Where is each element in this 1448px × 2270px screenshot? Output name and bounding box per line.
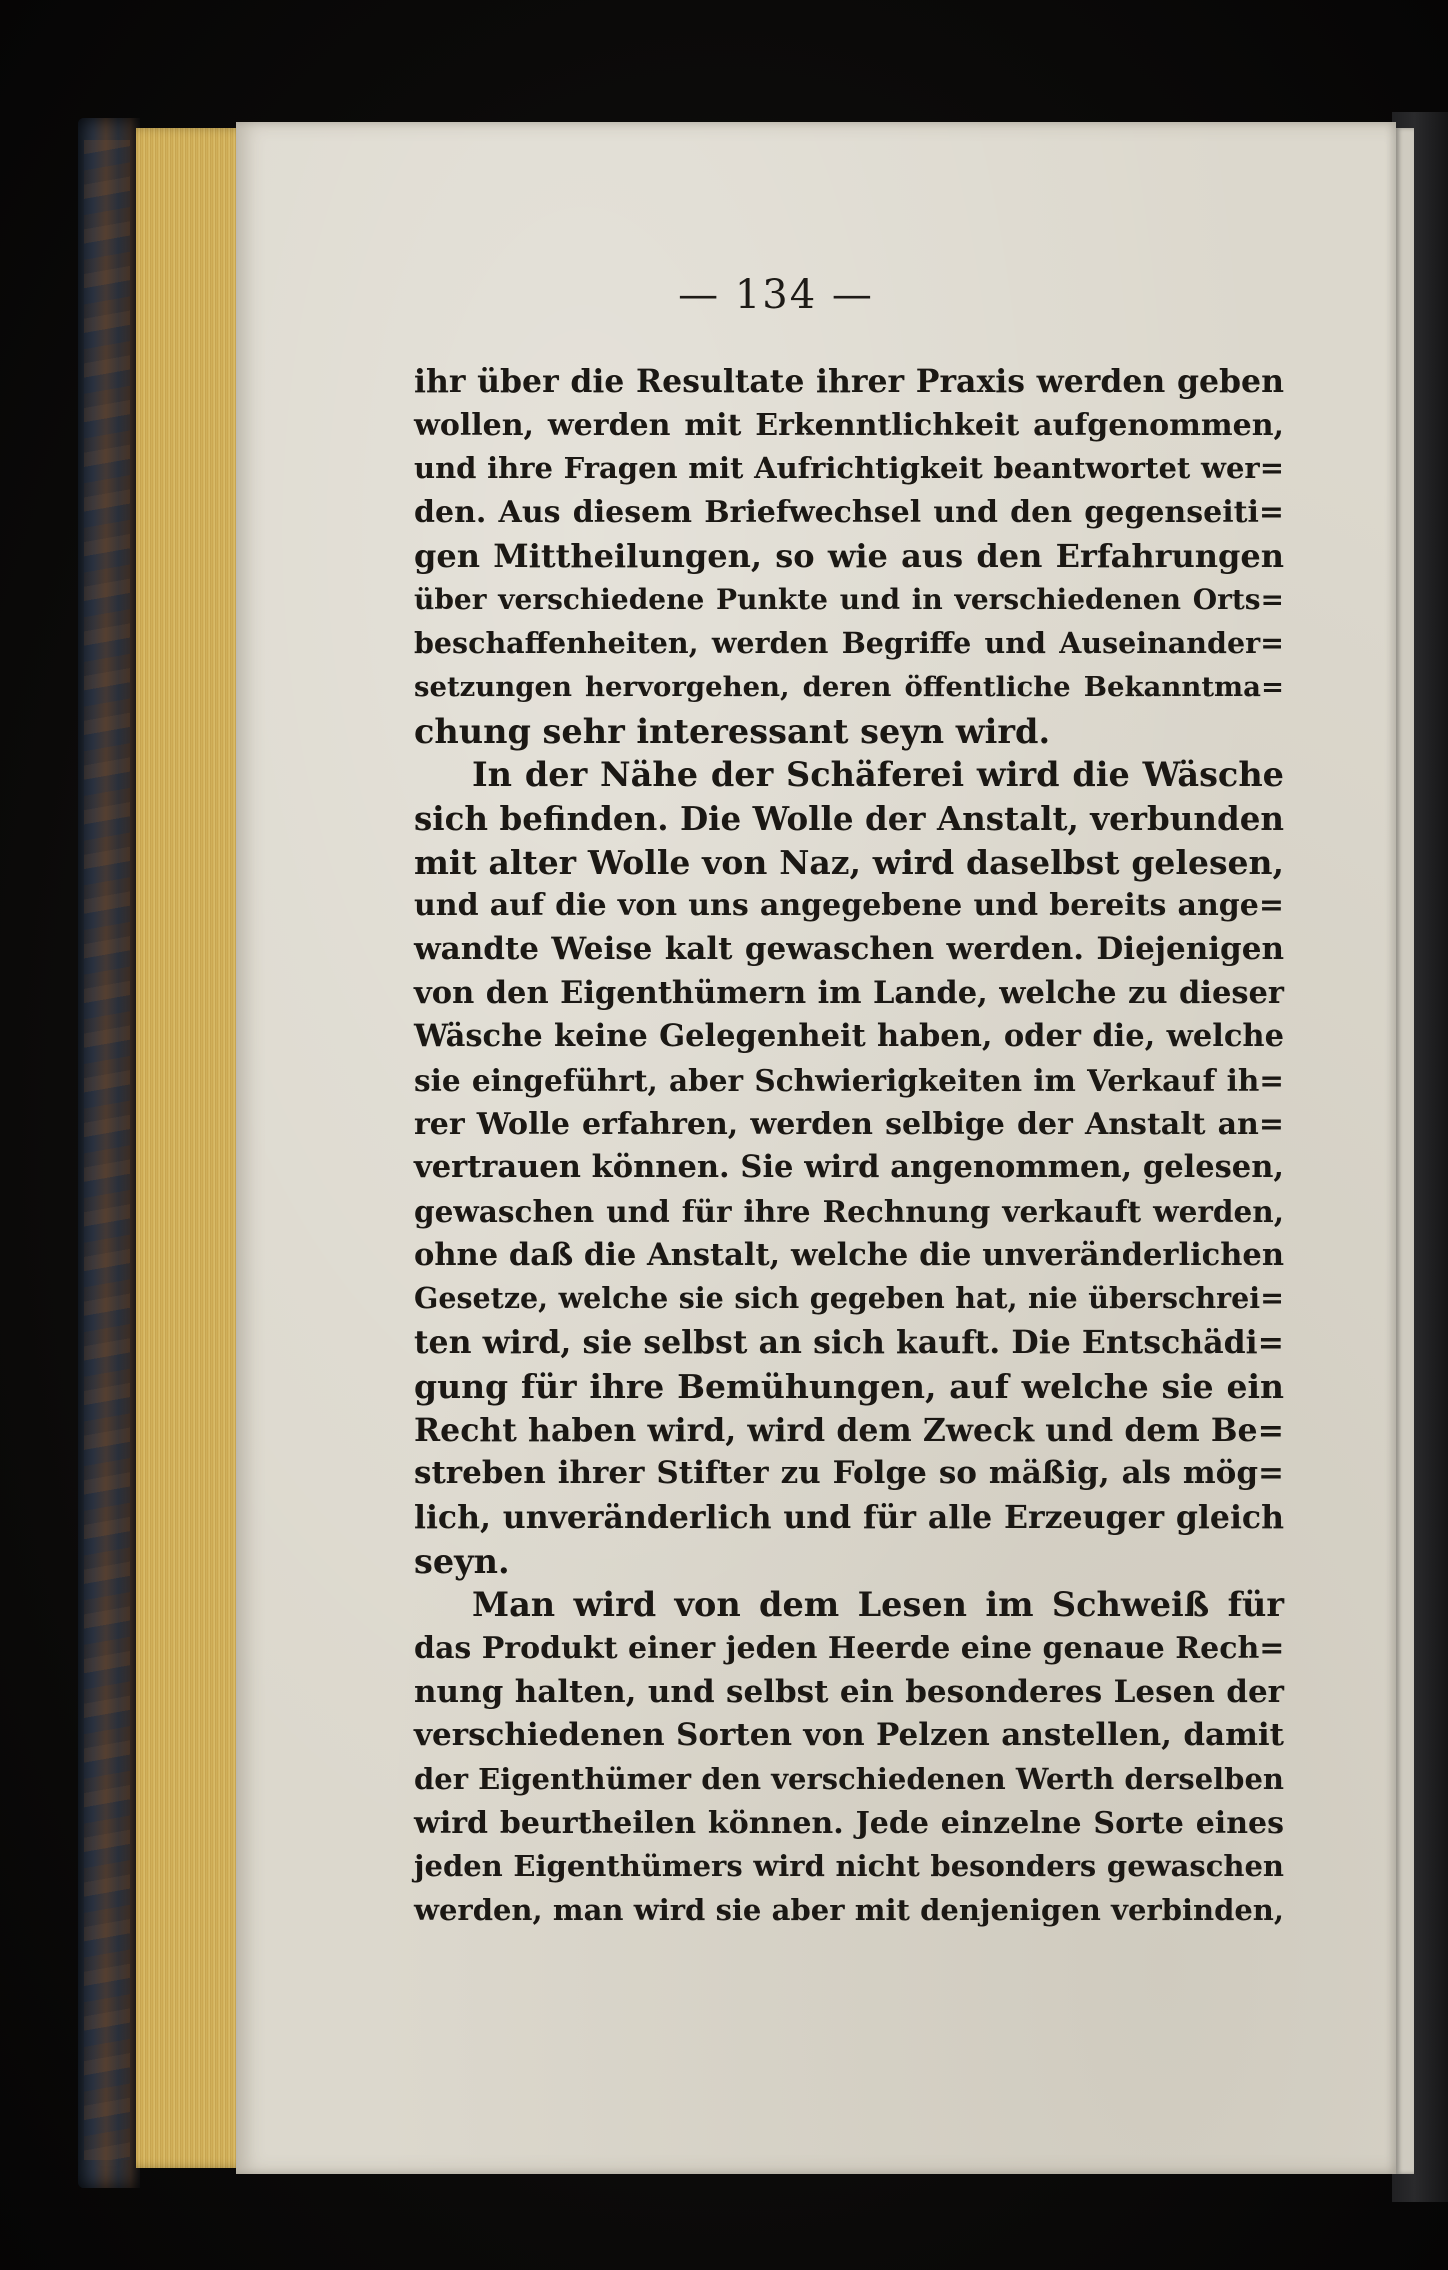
text-line: rer Wolle erfahren, werden selbige der Anstalt an= <box>414 1106 1284 1142</box>
text-line: In der Nähe der Schäferei wird die Wäsche <box>472 755 1284 795</box>
text-line: lich, unveränderlich und für alle Erzeuger gleich <box>414 1498 1284 1536</box>
text-line: Man wird von dem Lesen im Schweiß für <box>472 1585 1284 1625</box>
text-line: und auf die von uns angegebene und bereits ange= <box>414 888 1284 924</box>
text-line: und ihre Fragen mit Aufrichtigkeit beantwortet wer= <box>414 451 1284 486</box>
text-line: den. Aus diesem Briefwechsel und den gegenseiti= <box>414 495 1284 531</box>
next-page-edge <box>1396 128 1414 2174</box>
text-line: der Eigenthümer den verschiedenen Werth derselben <box>414 1762 1284 1796</box>
text-line: verschiedenen Sorten von Pelzen anstellen, damit <box>414 1717 1284 1754</box>
text-line: Recht haben wird, wird dem Zweck und dem Be= <box>414 1411 1284 1449</box>
text-line: gung für ihre Bemühungen, auf welche sie ein <box>414 1366 1284 1406</box>
page-body-text <box>414 360 1284 1933</box>
text-line: chung sehr interessant seyn wird. <box>414 711 1051 751</box>
text-line: nung halten, und selbst ein besonderes Lesen der <box>414 1673 1284 1710</box>
text-line: seyn. <box>414 1541 510 1581</box>
text-line: ohne daß die Anstalt, welche die unveränderlichen <box>414 1236 1284 1273</box>
text-line: wird beurtheilen können. Jede einzelne Sorte eines <box>414 1805 1284 1841</box>
page-number: — 134 — <box>678 272 874 318</box>
text-line: sie eingeführt, aber Schwierigkeiten im Verkauf ih= <box>414 1063 1284 1098</box>
text-line: setzungen hervorgehen, deren öffentliche Bekanntma= <box>414 670 1284 703</box>
text-line: gen Mittheilungen, so wie aus den Erfahrungen <box>414 536 1284 575</box>
text-line: mit alter Wolle von Naz, wird daselbst gelesen, <box>414 842 1284 882</box>
text-line: Gesetze, welche sie sich gegeben hat, nie überschrei= <box>414 1281 1284 1316</box>
text-line: vertrauen können. Sie wird angenommen, gelesen, <box>414 1149 1284 1186</box>
text-line: von den Eigenthümern im Lande, welche zu dieser <box>414 974 1284 1011</box>
text-line: über verschiedene Punkte und in verschiedenen Orts= <box>414 583 1284 617</box>
text-line: sich befinden. Die Wolle der Anstalt, verbunden <box>414 798 1284 838</box>
text-line: Wäsche keine Gelegenheit haben, oder die, welche <box>414 1018 1284 1055</box>
text-line: werden, man wird sie aber mit denjenigen verbinden, <box>414 1893 1284 1928</box>
text-line: ihr über die Resultate ihrer Praxis werden geben <box>414 363 1284 400</box>
text-line: wollen, werden mit Erkenntlichkeit aufgenommen, <box>414 407 1284 443</box>
text-line: beschaffenheiten, werden Begriffe und Auseinander= <box>414 626 1284 661</box>
marbled-cover-pattern <box>84 140 130 2160</box>
text-line: ten wird, sie selbst an sich kauft. Die Entschädi= <box>414 1324 1284 1362</box>
text-line: streben ihrer Stifter zu Folge so mäßig, als mög= <box>414 1455 1284 1492</box>
book-page <box>236 122 1396 2174</box>
text-line: gewaschen und für ihre Rechnung verkauft werden, <box>414 1194 1284 1230</box>
text-line: jeden Eigenthümers wird nicht besonders gewaschen <box>414 1849 1284 1884</box>
text-line: das Produkt einer jeden Heerde eine genaue Rech= <box>414 1630 1285 1666</box>
text-line: wandte Weise kalt gewaschen werden. Diejenigen <box>414 930 1284 967</box>
